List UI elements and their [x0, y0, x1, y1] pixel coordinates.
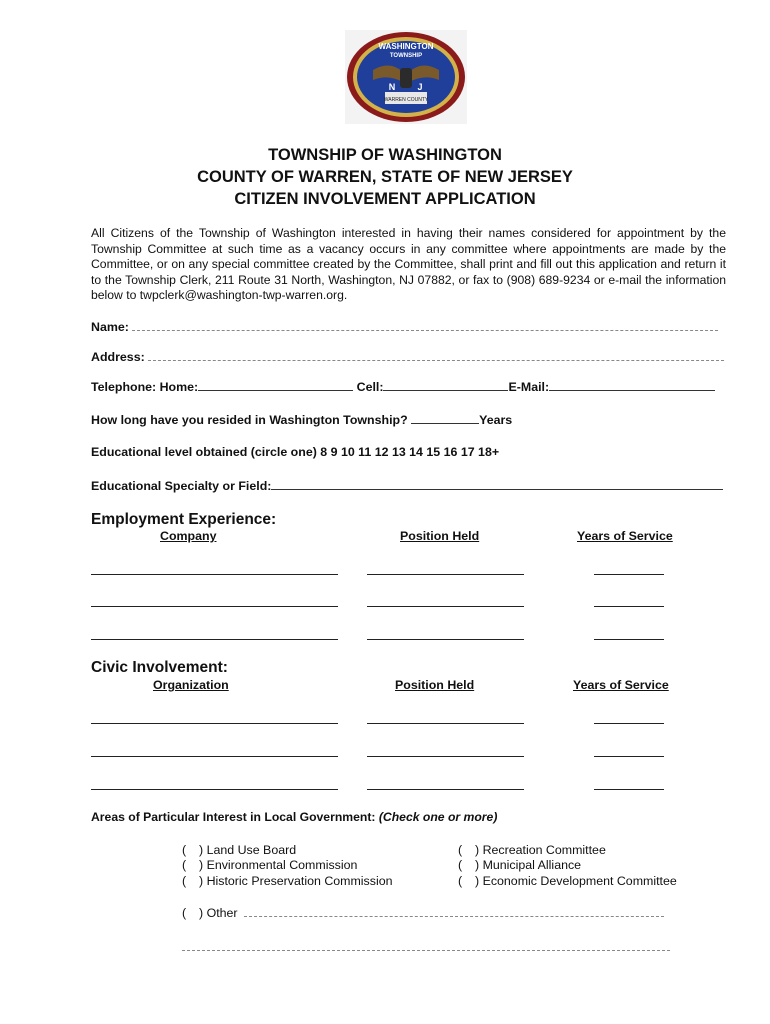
civic-col-years: Years of Service [573, 678, 669, 692]
seal-ribbon-text: WARREN COUNTY [383, 97, 429, 103]
checkbox-paren: ( [182, 874, 187, 888]
civic-position-2[interactable] [367, 756, 524, 757]
cell-phone-field[interactable] [383, 379, 508, 391]
specialty-field[interactable] [271, 478, 723, 490]
employment-years-3[interactable] [594, 639, 664, 640]
civic-col-organization: Organization [153, 678, 229, 692]
cell-label: Cell: [356, 380, 384, 394]
option-label: ) Municipal Alliance [475, 858, 582, 872]
civic-heading: Civic Involvement: [91, 659, 228, 676]
employment-heading: Employment Experience: [91, 511, 277, 528]
checkbox-paren: ( [458, 843, 463, 857]
checkbox-paren: ( [182, 906, 187, 920]
employment-company-2[interactable] [91, 606, 338, 607]
other-field[interactable] [244, 906, 664, 917]
civic-years-1[interactable] [594, 723, 664, 724]
specialty-row [91, 478, 723, 493]
employment-position-3[interactable] [367, 639, 524, 640]
areas-heading-note: (Check one or more) [378, 810, 498, 824]
option-label: ) Recreation Committee [475, 843, 606, 857]
civic-position-3[interactable] [367, 789, 524, 790]
civic-organization-3[interactable] [91, 789, 338, 790]
option-economic-development[interactable] [458, 874, 677, 888]
township-seal [345, 30, 467, 124]
option-label: ) Historic Preservation Commission [199, 874, 393, 888]
email-label: E-Mail: [508, 380, 550, 394]
name-row [91, 320, 718, 334]
checkbox-paren: ( [182, 843, 187, 857]
civic-years-2[interactable] [594, 756, 664, 757]
checkbox-paren: ( [458, 874, 463, 888]
civic-col-position: Position Held [395, 678, 475, 692]
residence-row [91, 412, 512, 427]
option-land-use-board[interactable] [182, 843, 296, 857]
residence-unit: Years [479, 413, 513, 427]
civic-position-1[interactable] [367, 723, 524, 724]
specialty-label: Educational Specialty or Field: [91, 479, 272, 493]
residence-label: How long have you resided in Washington Township? [91, 413, 408, 427]
checkbox-paren: ( [458, 858, 463, 872]
areas-heading [91, 810, 497, 824]
option-historic-preservation[interactable] [182, 874, 392, 888]
address-field[interactable] [148, 350, 724, 361]
civic-years-3[interactable] [594, 789, 664, 790]
option-recreation-committee[interactable] [458, 843, 606, 857]
home-phone-field[interactable] [198, 379, 353, 391]
civic-organization-1[interactable] [91, 723, 338, 724]
address-label: Address: [91, 350, 145, 364]
education-level[interactable]: Educational level obtained (circle one) 8 9 10 11 12 13 14 15 16 17 18+ [91, 445, 500, 459]
employment-col-company: Company [160, 529, 217, 543]
residence-years-field[interactable] [411, 412, 479, 424]
employment-col-years: Years of Service [577, 529, 673, 543]
intro-paragraph: All Citizens of the Township of Washington interested in having their names considered for appointment by the Township Committee at such time as a vacancy occurs in any committee where appointments are made by the Committee, or on any special committee created by the Committee, shall print and fill out this application and return it to the Township Clerk, 211 Route 31 North, Washington, NJ 07882, or fax to (908) 689-9234 or e-mail the information below to twpclerk@washington-twp-warren.org. [91, 226, 726, 303]
address-row [91, 350, 724, 364]
home-phone-label: Telephone: Home: [91, 380, 199, 394]
employment-position-2[interactable] [367, 606, 524, 607]
employment-col-position: Position Held [400, 529, 480, 543]
title-application: CITIZEN INVOLVEMENT APPLICATION [234, 190, 536, 208]
option-label: ) Environmental Commission [199, 858, 358, 872]
seal-initial-j: J [417, 82, 423, 92]
employment-position-1[interactable] [367, 574, 524, 575]
option-other[interactable] [182, 906, 664, 920]
seal-initial-n: N [388, 82, 396, 92]
name-label: Name: [91, 320, 129, 334]
email-field[interactable] [549, 379, 715, 391]
other-field-continued[interactable] [182, 940, 670, 951]
employment-years-1[interactable] [594, 574, 664, 575]
option-municipal-alliance[interactable] [458, 858, 581, 872]
name-field[interactable] [132, 320, 718, 331]
seal-sub-text: TOWNSHIP [389, 53, 423, 59]
employment-company-3[interactable] [91, 639, 338, 640]
title-county: COUNTY OF WARREN, STATE OF NEW JERSEY [197, 168, 573, 186]
title-township: TOWNSHIP OF WASHINGTON [268, 146, 502, 164]
option-label: ) Land Use Board [199, 843, 297, 857]
employment-company-1[interactable] [91, 574, 338, 575]
option-label: ) Other [199, 906, 238, 920]
checkbox-paren: ( [182, 858, 187, 872]
option-label: ) Economic Development Committee [475, 874, 677, 888]
areas-heading-text: Areas of Particular Interest in Local Government: [91, 810, 376, 824]
telephone-row [91, 379, 715, 394]
seal-top-text: WASHINGTON [378, 42, 434, 51]
option-environmental-commission[interactable] [182, 858, 357, 872]
civic-organization-2[interactable] [91, 756, 338, 757]
employment-years-2[interactable] [594, 606, 664, 607]
